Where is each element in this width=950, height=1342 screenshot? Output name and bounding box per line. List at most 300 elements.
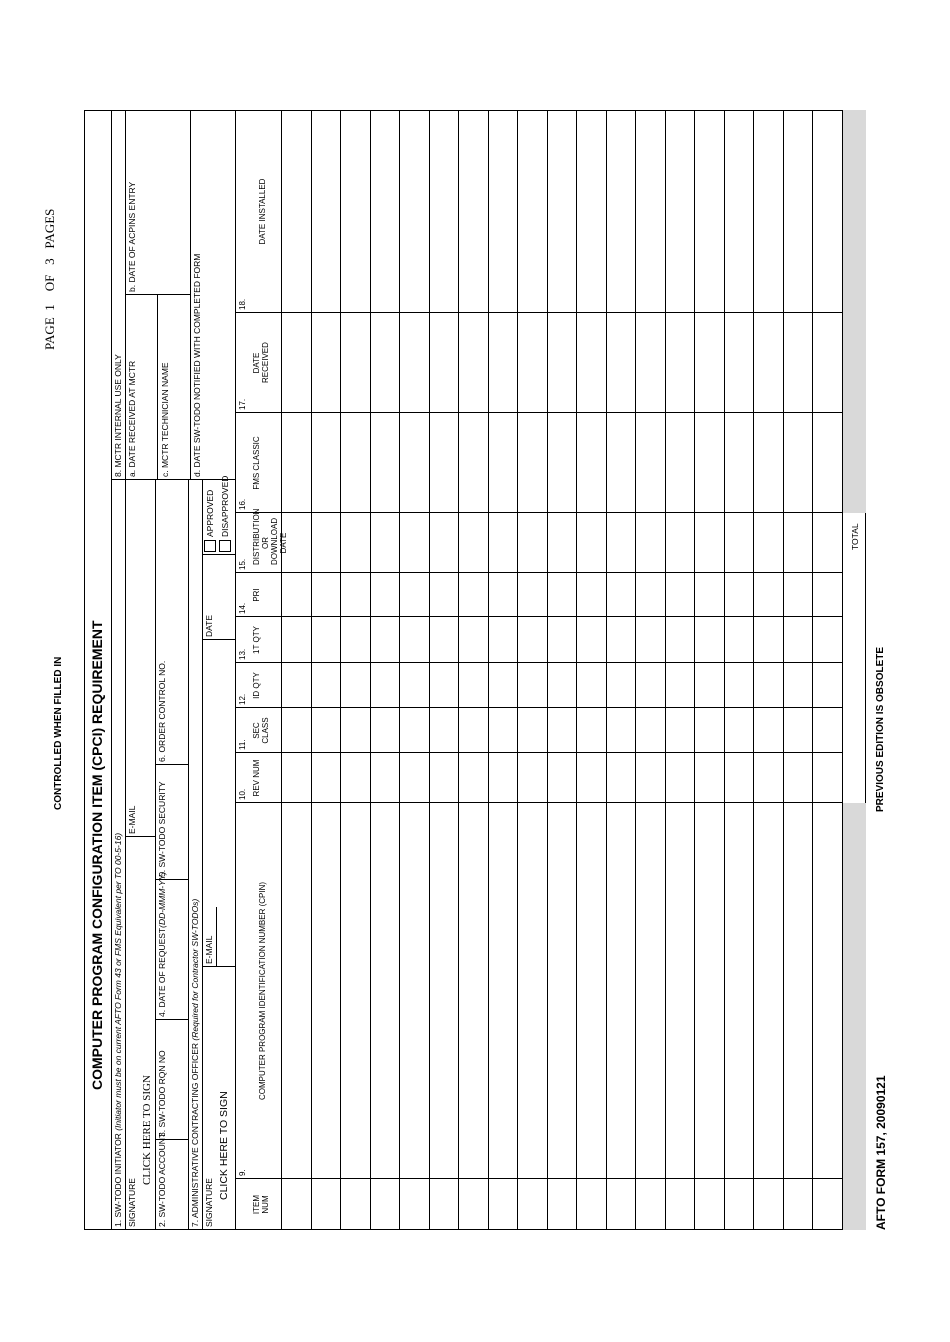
- row-divider: [783, 110, 784, 1230]
- table-cell-input[interactable]: [551, 415, 573, 511]
- table-cell-input[interactable]: [551, 619, 573, 661]
- aco-email-label: E-MAIL: [204, 935, 214, 964]
- table-row: [429, 110, 459, 1230]
- table-cell-input[interactable]: [403, 315, 425, 411]
- table-cell-input[interactable]: [580, 575, 602, 615]
- table-cell-input[interactable]: [816, 665, 838, 706]
- table-cell-input[interactable]: [374, 415, 396, 511]
- table-row: [399, 110, 429, 1230]
- table-cell-input[interactable]: [698, 805, 720, 1177]
- table-cell-input[interactable]: [344, 515, 366, 571]
- table-cell-input[interactable]: [433, 805, 455, 1177]
- table-cell-input[interactable]: [492, 415, 514, 511]
- table-cell-input[interactable]: [551, 315, 573, 411]
- table-cell-input[interactable]: [610, 112, 632, 311]
- column-header-label: SEC CLASS: [252, 717, 270, 744]
- table-cell-input[interactable]: [669, 710, 691, 751]
- row-divider: [429, 110, 430, 1230]
- initiator-label-note: (Initiator must be on current AFTO Form 43 or FMS Equivalent per TO 00-5-16): [113, 832, 123, 1131]
- table-cell-input[interactable]: [551, 755, 573, 801]
- sw-todo-account-label: 2. SW-TODO ACCOUNT: [157, 1132, 167, 1227]
- table-cell-input[interactable]: [757, 755, 779, 801]
- table-cell-input[interactable]: [315, 755, 337, 801]
- table-cell-input[interactable]: [433, 619, 455, 661]
- table-cell-input[interactable]: [462, 1181, 484, 1228]
- table-cell-input[interactable]: [315, 112, 337, 311]
- column-header-label: DATE INSTALLED: [258, 178, 267, 245]
- table-cell-input[interactable]: [551, 515, 573, 571]
- table-cell-input[interactable]: [757, 415, 779, 511]
- initiator-click-to-sign[interactable]: CLICK HERE TO SIGN: [141, 1075, 153, 1185]
- row-divider: [606, 110, 607, 1230]
- column-header-label: FMS CLASSIC: [252, 436, 261, 490]
- table-cell-input[interactable]: [639, 665, 661, 706]
- table-cell-input[interactable]: [787, 665, 809, 706]
- row-divider: [311, 110, 312, 1230]
- table-cell-input[interactable]: [669, 755, 691, 801]
- total-row-shade-left: [842, 803, 866, 1230]
- column-number: 15.: [238, 558, 247, 570]
- table-cell-input[interactable]: [728, 575, 750, 615]
- table-cell-input[interactable]: [639, 415, 661, 511]
- table-cell-input[interactable]: [403, 575, 425, 615]
- table-cell-input[interactable]: [639, 755, 661, 801]
- table-cell-input[interactable]: [374, 1181, 396, 1228]
- table-cell-input[interactable]: [610, 575, 632, 615]
- table-cell-input[interactable]: [285, 315, 307, 411]
- table-cell-input[interactable]: [580, 415, 602, 511]
- table-cell-input[interactable]: [344, 315, 366, 411]
- table-cell-input[interactable]: [728, 415, 750, 511]
- table-cell-input[interactable]: [433, 665, 455, 706]
- table-cell-input[interactable]: [315, 575, 337, 615]
- table-cell-input[interactable]: [462, 619, 484, 661]
- table-cell-input[interactable]: [698, 619, 720, 661]
- table-cell-input[interactable]: [816, 415, 838, 511]
- table-cell-input[interactable]: [462, 575, 484, 615]
- table-row: [812, 110, 842, 1230]
- table-cell-input[interactable]: [374, 755, 396, 801]
- initiator-email-input[interactable]: [140, 490, 154, 830]
- table-row: [753, 110, 783, 1230]
- table-cell-input[interactable]: [610, 619, 632, 661]
- table-cell-input[interactable]: [787, 1181, 809, 1228]
- table-cell-input[interactable]: [698, 315, 720, 411]
- table-cell-input[interactable]: [344, 1181, 366, 1228]
- pages-word: PAGES: [42, 208, 57, 249]
- row-divider: [547, 110, 548, 1230]
- sw-todo-initiator-label: [113, 833, 123, 1227]
- acpins-entry-label: b. DATE OF ACPINS ENTRY: [127, 181, 137, 292]
- table-cell-input[interactable]: [757, 575, 779, 615]
- table-cell-input[interactable]: [344, 575, 366, 615]
- table-row: [370, 110, 400, 1230]
- row-divider: [370, 110, 371, 1230]
- table-cell-input[interactable]: [492, 112, 514, 311]
- table-cell-input[interactable]: [757, 805, 779, 1177]
- column-header-label: ITEM NUM: [252, 1194, 270, 1215]
- table-cell-input[interactable]: [580, 315, 602, 411]
- table-cell-input[interactable]: [610, 665, 632, 706]
- table-cell-input[interactable]: [462, 805, 484, 1177]
- table-cell-input[interactable]: [521, 415, 543, 511]
- table-cell-input[interactable]: [462, 515, 484, 571]
- table-cell-input[interactable]: [580, 619, 602, 661]
- mctr-date-received-label: a. DATE RECEIVED AT MCTR: [127, 360, 137, 477]
- table-cell-input[interactable]: [285, 619, 307, 661]
- table-cell-input[interactable]: [462, 112, 484, 311]
- page-word: PAGE: [42, 317, 57, 350]
- table-row: [517, 110, 547, 1230]
- table-cell-input[interactable]: [610, 515, 632, 571]
- table-cell-input[interactable]: [698, 710, 720, 751]
- aco-date-label: DATE: [204, 614, 214, 637]
- table-cell-input[interactable]: [639, 515, 661, 571]
- table-cell-input[interactable]: [816, 755, 838, 801]
- table-cell-input[interactable]: [521, 805, 543, 1177]
- table-cell-input[interactable]: [433, 515, 455, 571]
- table-cell-input[interactable]: [698, 755, 720, 801]
- table-cell-input[interactable]: [816, 805, 838, 1177]
- row-divider: [399, 110, 400, 1230]
- column-number: 12.: [238, 693, 247, 705]
- table-cell-input[interactable]: [757, 315, 779, 411]
- row-divider: [665, 110, 666, 1230]
- table-cell-input[interactable]: [374, 665, 396, 706]
- table-cell-input[interactable]: [669, 415, 691, 511]
- table-cell-input[interactable]: [492, 805, 514, 1177]
- table-cell-input[interactable]: [403, 755, 425, 801]
- table-row: [281, 110, 311, 1230]
- total-row-shade-right: [842, 110, 866, 513]
- table-cell-input[interactable]: [315, 315, 337, 411]
- table-cell-input[interactable]: [728, 665, 750, 706]
- controlled-notice: CONTROLLED WHEN FILLED IN: [53, 656, 64, 810]
- table-cell-input[interactable]: [285, 575, 307, 615]
- table-cell-input[interactable]: [816, 619, 838, 661]
- table-cell-input[interactable]: [728, 315, 750, 411]
- table-cell-input[interactable]: [787, 710, 809, 751]
- table-cell-input[interactable]: [728, 755, 750, 801]
- table-cell-input[interactable]: [580, 805, 602, 1177]
- table-cell-input[interactable]: [816, 710, 838, 751]
- table-cell-input[interactable]: [787, 415, 809, 511]
- column-number: 9.: [238, 1169, 247, 1176]
- table-cell-input[interactable]: [285, 515, 307, 571]
- table-cell-input[interactable]: [787, 755, 809, 801]
- table-cell-input[interactable]: [492, 710, 514, 751]
- table-cell-input[interactable]: [551, 805, 573, 1177]
- table-cell-input[interactable]: [610, 415, 632, 511]
- table-cell-input[interactable]: [698, 665, 720, 706]
- table-cell-input[interactable]: [580, 112, 602, 311]
- table-row: [340, 110, 370, 1230]
- table-cell-input[interactable]: [757, 515, 779, 571]
- table-cell-input[interactable]: [610, 805, 632, 1177]
- table-cell-input[interactable]: [580, 1181, 602, 1228]
- table-cell-input[interactable]: [669, 515, 691, 571]
- table-cell-input[interactable]: [816, 112, 838, 311]
- table-cell-input[interactable]: [757, 112, 779, 311]
- table-row: [783, 110, 813, 1230]
- table-cell-input[interactable]: [462, 755, 484, 801]
- table-cell-input[interactable]: [580, 710, 602, 751]
- table-cell-input[interactable]: [492, 755, 514, 801]
- table-cell-input[interactable]: [315, 415, 337, 511]
- sw-todo-notified-label: d. DATE SW-TODO NOTIFIED WITH COMPLETED FORM: [192, 253, 202, 477]
- table-row: [606, 110, 636, 1230]
- table-cell-input[interactable]: [433, 755, 455, 801]
- table-cell-input[interactable]: [315, 1181, 337, 1228]
- table-cell-input[interactable]: [344, 415, 366, 511]
- table-cell-input[interactable]: [344, 112, 366, 311]
- table-cell-input[interactable]: [403, 710, 425, 751]
- afto-form-157: [42, 110, 888, 1230]
- table-cell-input[interactable]: [403, 515, 425, 571]
- table-cell-input[interactable]: [462, 315, 484, 411]
- table-cell-input[interactable]: [521, 619, 543, 661]
- table-cell-input[interactable]: [492, 515, 514, 571]
- table-cell-input[interactable]: [698, 575, 720, 615]
- table-cell-input[interactable]: [698, 515, 720, 571]
- of-word: OF: [42, 274, 57, 292]
- table-row: [635, 110, 665, 1230]
- table-cell-input[interactable]: [462, 415, 484, 511]
- table-cell-input[interactable]: [403, 1181, 425, 1228]
- column-number: 14.: [238, 602, 247, 614]
- date-of-request-format: (DD-MMM-YY): [157, 871, 167, 928]
- table-cell-input[interactable]: [521, 1181, 543, 1228]
- table-cell-input[interactable]: [757, 665, 779, 706]
- table-cell-input[interactable]: [639, 575, 661, 615]
- table-cell-input[interactable]: [728, 805, 750, 1177]
- approved-label: APPROVED: [205, 489, 215, 537]
- table-cell-input[interactable]: [728, 710, 750, 751]
- table-cell-input[interactable]: [787, 619, 809, 661]
- table-cell-input[interactable]: [285, 665, 307, 706]
- table-cell-input[interactable]: [492, 665, 514, 706]
- table-cell-input[interactable]: [315, 515, 337, 571]
- table-cell-input[interactable]: [787, 112, 809, 311]
- page-number: 1: [42, 304, 57, 311]
- table-cell-input[interactable]: [787, 805, 809, 1177]
- table-cell-input[interactable]: [403, 619, 425, 661]
- table-cell-input[interactable]: [433, 112, 455, 311]
- total-pages: 3: [42, 258, 57, 265]
- table-cell-input[interactable]: [521, 112, 543, 311]
- mctr-internal-title: 8. MCTR INTERNAL USE ONLY: [113, 354, 123, 477]
- table-cell-input[interactable]: [285, 805, 307, 1177]
- form-id: AFTO FORM 157, 20090121: [874, 1075, 888, 1230]
- table-cell-input[interactable]: [374, 112, 396, 311]
- table-cell-input[interactable]: [551, 112, 573, 311]
- table-cell-input[interactable]: [816, 315, 838, 411]
- table-cell-input[interactable]: [551, 710, 573, 751]
- table-cell-input[interactable]: [580, 665, 602, 706]
- table-cell-input[interactable]: [315, 710, 337, 751]
- table-cell-input[interactable]: [374, 515, 396, 571]
- column-header-label: COMPUTER PROGRAM IDENTIFICATION NUMBER (CPIN): [258, 881, 267, 1101]
- table-cell-input[interactable]: [669, 315, 691, 411]
- table-cell-input[interactable]: [521, 515, 543, 571]
- row-divider: [576, 110, 577, 1230]
- table-cell-input[interactable]: [610, 755, 632, 801]
- table-cell-input[interactable]: [669, 665, 691, 706]
- total-label: TOTAL: [850, 523, 860, 550]
- table-cell-input[interactable]: [492, 619, 514, 661]
- column-number: 13.: [238, 648, 247, 660]
- table-cell-input[interactable]: [433, 575, 455, 615]
- table-cell-input[interactable]: [344, 665, 366, 706]
- table-cell-input[interactable]: [639, 112, 661, 311]
- aco-label: [190, 899, 200, 1227]
- table-cell-input[interactable]: [610, 1181, 632, 1228]
- table-cell-input[interactable]: [728, 515, 750, 571]
- table-row: [694, 110, 724, 1230]
- table-cell-input[interactable]: [403, 665, 425, 706]
- sw-todo-rqn-label: 3. SW-TODO RQN NO: [157, 1050, 167, 1137]
- form-title: COMPUTER PROGRAM CONFIGURATION ITEM (CPCI) REQUIREMENT: [89, 620, 105, 1090]
- table-cell-input[interactable]: [669, 575, 691, 615]
- column-header-label: PRI: [252, 588, 261, 602]
- table-row: [488, 110, 518, 1230]
- table-cell-input[interactable]: [639, 710, 661, 751]
- table-cell-input[interactable]: [344, 755, 366, 801]
- table-cell-input[interactable]: [669, 1181, 691, 1228]
- column-header-label: DATE RECEIVED: [252, 342, 270, 383]
- disapproved-label: DISAPPROVED: [220, 475, 230, 537]
- table-cell-input[interactable]: [285, 755, 307, 801]
- table-cell-input[interactable]: [521, 755, 543, 801]
- table-cell-input[interactable]: [492, 315, 514, 411]
- table-cell-input[interactable]: [728, 112, 750, 311]
- row-divider: [694, 110, 695, 1230]
- table-row: [458, 110, 488, 1230]
- table-cell-input[interactable]: [374, 710, 396, 751]
- table-cell-input[interactable]: [639, 619, 661, 661]
- table-cell-input[interactable]: [433, 315, 455, 411]
- table-cell-input[interactable]: [315, 805, 337, 1177]
- table-cell-input[interactable]: [403, 112, 425, 311]
- table-cell-input[interactable]: [492, 575, 514, 615]
- table-cell-input[interactable]: [403, 805, 425, 1177]
- disapproved-checkbox[interactable]: [219, 540, 231, 552]
- table-cell-input[interactable]: [462, 665, 484, 706]
- table-cell-input[interactable]: [433, 1181, 455, 1228]
- table-cell-input[interactable]: [551, 665, 573, 706]
- initiator-label-main: 1. SW-TODO INITIATOR: [113, 1133, 123, 1227]
- aco-click-to-sign[interactable]: CLICK HERE TO SIGN: [218, 1091, 230, 1200]
- table-cell-input[interactable]: [698, 415, 720, 511]
- row-divider: [635, 110, 636, 1230]
- column-header-label: 1T QTY: [252, 626, 261, 654]
- table-cell-input[interactable]: [374, 575, 396, 615]
- table-cell-input[interactable]: [580, 755, 602, 801]
- table-cell-input[interactable]: [285, 415, 307, 511]
- table-cell-input[interactable]: [315, 665, 337, 706]
- table-cell-input[interactable]: [580, 515, 602, 571]
- column-number: 10.: [238, 788, 247, 800]
- order-control-label: 6. ORDER CONTROL NO.: [157, 660, 167, 762]
- table-cell-input[interactable]: [787, 315, 809, 411]
- column-number: 17.: [238, 398, 247, 410]
- column-header-label: DISTRIBUTION OR DOWNLOAD DATE: [252, 508, 288, 565]
- table-cell-input[interactable]: [551, 575, 573, 615]
- column-number: 18.: [238, 298, 247, 310]
- table-cell-input[interactable]: [374, 619, 396, 661]
- table-cell-input[interactable]: [669, 805, 691, 1177]
- table-cell-input[interactable]: [344, 805, 366, 1177]
- table-cell-input[interactable]: [433, 415, 455, 511]
- table-cell-input[interactable]: [285, 112, 307, 311]
- table-cell-input[interactable]: [757, 710, 779, 751]
- table-cell-input[interactable]: [521, 710, 543, 751]
- table-cell-input[interactable]: [521, 665, 543, 706]
- row-divider: [724, 110, 725, 1230]
- table-cell-input[interactable]: [344, 619, 366, 661]
- table-row: [311, 110, 341, 1230]
- table-cell-input[interactable]: [462, 710, 484, 751]
- table-cell-input[interactable]: [728, 619, 750, 661]
- table-cell-input[interactable]: [344, 710, 366, 751]
- table-cell-input[interactable]: [374, 805, 396, 1177]
- table-cell-input[interactable]: [698, 1181, 720, 1228]
- table-cell-input[interactable]: [728, 1181, 750, 1228]
- table-row: [724, 110, 754, 1230]
- table-cell-input[interactable]: [374, 315, 396, 411]
- table-cell-input[interactable]: [610, 315, 632, 411]
- column-number: 11.: [238, 739, 247, 750]
- date-of-request-text: 4. DATE OF REQUEST: [157, 927, 167, 1017]
- table-cell-input[interactable]: [639, 805, 661, 1177]
- table-cell-input[interactable]: [639, 1181, 661, 1228]
- table-cell-input[interactable]: [521, 575, 543, 615]
- row-divider: [517, 110, 518, 1230]
- table-cell-input[interactable]: [698, 112, 720, 311]
- total-id-qty-input[interactable]: [846, 760, 862, 800]
- table-cell-input[interactable]: [669, 112, 691, 311]
- column-header-label: ID QTY: [252, 672, 261, 699]
- table-cell-input[interactable]: [492, 1181, 514, 1228]
- table-cell-input[interactable]: [551, 1181, 573, 1228]
- row-divider: [812, 110, 813, 1230]
- table-cell-input[interactable]: [315, 619, 337, 661]
- table-cell-input[interactable]: [816, 1181, 838, 1228]
- table-cell-input[interactable]: [757, 619, 779, 661]
- table-cell-input[interactable]: [403, 415, 425, 511]
- table-cell-input[interactable]: [787, 575, 809, 615]
- aco-label-main: 7. ADMINISTRATIVE CONTRACTING OFFICER: [190, 1042, 200, 1227]
- table-cell-input[interactable]: [433, 710, 455, 751]
- date-of-request-label: [157, 872, 167, 1017]
- initiator-signature-label: SIGNATURE: [127, 1178, 137, 1227]
- aco-signature-label: SIGNATURE: [204, 1178, 214, 1227]
- page-indicator: [42, 209, 58, 350]
- table-cell-input[interactable]: [610, 710, 632, 751]
- table-cell-input[interactable]: [787, 515, 809, 571]
- table-cell-input[interactable]: [816, 575, 838, 615]
- approved-checkbox[interactable]: [204, 540, 216, 552]
- table-cell-input[interactable]: [285, 710, 307, 751]
- table-cell-input[interactable]: [639, 315, 661, 411]
- table-cell-input[interactable]: [757, 1181, 779, 1228]
- table-cell-input[interactable]: [669, 619, 691, 661]
- previous-edition-notice: PREVIOUS EDITION IS OBSOLETE: [875, 646, 886, 812]
- aco-label-note: (Required for Contractor SW-TODOs): [190, 898, 200, 1041]
- table-cell-input[interactable]: [285, 1181, 307, 1228]
- table-cell-input[interactable]: [521, 315, 543, 411]
- table-cell-input[interactable]: [816, 515, 838, 571]
